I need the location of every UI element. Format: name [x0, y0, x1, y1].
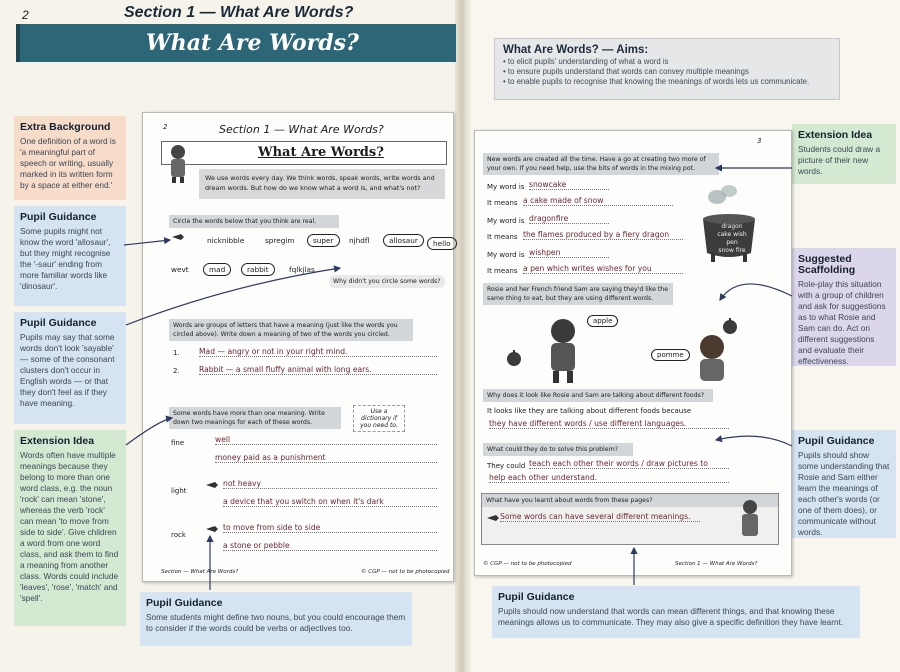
box-heading: Pupil Guidance — [498, 591, 575, 603]
pupil-guidance-box-bottom-left — [140, 592, 412, 646]
prompt-why-different: Why does it look like Rosie and Sam are talking about different foods? — [483, 389, 713, 402]
worksheet-title-box — [161, 141, 447, 165]
answer-field[interactable]: dragonfire — [529, 214, 609, 224]
word-option-circled: rabbit — [241, 263, 275, 276]
answer-prefix: They could — [487, 462, 526, 470]
answer-field[interactable]: a pen which writes wishes for you — [523, 264, 683, 274]
word-option-circled: mad — [203, 263, 231, 276]
pot-word: wish — [733, 231, 747, 238]
word-label: rock — [171, 531, 186, 539]
apple-icon — [505, 349, 523, 367]
box-heading: Suggested Scaffolding — [798, 253, 856, 276]
speech-bubble-apple: apple — [587, 315, 618, 327]
box-text: Students could draw a picture of their new words. — [798, 144, 881, 176]
worksheet-right — [474, 130, 792, 576]
word-option-circled: allosaur — [383, 234, 424, 247]
pencil-icon — [486, 514, 500, 522]
worksheet-section-header: Section 1 — What Are Words? — [219, 123, 384, 136]
answer-field[interactable]: snowcake — [529, 180, 609, 190]
prompt-new-words: New words are created all the time. Have a go at creating two more of your own. If you need help, use the bits of words in the mixing pot. — [483, 153, 719, 175]
answer-field[interactable]: money paid as a punishment — [215, 453, 437, 463]
word-option: nicknibble — [207, 236, 245, 245]
word-option-circled: hello — [427, 237, 457, 250]
word-option: wevt — [171, 265, 189, 274]
pencil-icon — [205, 481, 219, 489]
page-number: 2 — [22, 8, 29, 22]
prompt-groups-of-letters: Words are groups of letters that have a meaning (just like the words you circled above). Write down a meaning of two of the words you circled. — [169, 319, 413, 341]
box-heading: Extra Background — [20, 121, 111, 133]
pupil-guidance-box-1 — [14, 206, 126, 306]
sam-character-icon — [687, 331, 737, 385]
pupil-guidance-box-2 — [14, 312, 126, 424]
box-text: Role-play this situation with a group of children and ask for suggestions as to what Rosie and Sam can do. Act on different suggestions and evaluate their effectiveness. — [798, 279, 886, 366]
word-is-label: My word is — [487, 251, 525, 259]
worksheet-footer: Section 1 — What Are Words? — [675, 561, 758, 567]
word-option: spregim — [265, 236, 295, 245]
answer-field[interactable]: help each other understand. — [489, 473, 729, 483]
worksheet-left — [142, 112, 454, 582]
it-means-label: It means — [487, 267, 518, 275]
aims-item: • to enable pupils to recognise that knowing the meanings of words lets us communicate. — [503, 77, 831, 87]
prompt-circle-words: Circle the words below that you think are real. — [169, 215, 339, 228]
thought-bubble: Why didn't you circle some words? — [329, 275, 445, 288]
word-option-circled: super — [307, 234, 340, 247]
worksheet-title: What Are Words? — [258, 145, 384, 160]
answer-field[interactable]: Rabbit — a small fluffy animal with long ears. — [199, 365, 437, 375]
page-title: What Are Words? — [146, 30, 359, 56]
box-heading: Pupil Guidance — [798, 435, 875, 447]
box-text: Pupils should show some understanding that Rosie and Sam either learn the meanings of each other's words (or one of them does), or communicate without words. — [798, 450, 890, 537]
box-text: Pupils should now understand that words can mean different things, and that knowing these meanings allows us to communicate. They may also give a specific definition they have learnt. — [498, 606, 844, 627]
answer-field[interactable]: a device that you switch on when it's dark — [223, 497, 437, 507]
pot-word: pen — [726, 239, 738, 246]
mixing-pot-words — [707, 223, 757, 255]
word-is-label: My word is — [487, 217, 525, 225]
box-text: Pupils may say that some words don't look 'sayable' — some of the consonant clusters don't occur in English words — or that they don't feel as if they have meaning. — [20, 332, 115, 408]
word-is-label: My word is — [487, 183, 525, 191]
answer-number: 2. — [173, 367, 180, 375]
worksheet-page-number: 3 — [757, 137, 762, 145]
box-heading: Pupil Guidance — [20, 317, 97, 329]
it-means-label: It means — [487, 199, 518, 207]
book-spine — [455, 0, 471, 672]
prompt-multiple-meanings: Some words have more than one meaning. Write down two meanings for each of these words. — [169, 407, 341, 429]
apple-icon — [721, 317, 739, 335]
answer-field[interactable]: a stone or pebble — [223, 541, 437, 551]
title-banner — [16, 24, 456, 62]
character-icon — [167, 143, 189, 183]
answer-prefix: It looks like they are talking about different foods because — [487, 407, 692, 415]
box-heading: Pupil Guidance — [20, 211, 97, 223]
aims-item: • to ensure pupils understand that words can convey multiple meanings — [503, 67, 831, 77]
section-header: Section 1 — What Are Words? — [124, 4, 354, 21]
prompt-learnt: What have you learnt about words from these pages? — [482, 494, 778, 507]
box-heading: Extension Idea — [798, 129, 873, 141]
answer-field[interactable]: not heavy — [223, 479, 437, 489]
learnt-box — [481, 493, 779, 545]
answer-field[interactable]: Some words can have several different meanings. — [500, 512, 700, 522]
answer-field[interactable]: well — [215, 435, 437, 445]
speech-bubble-pomme: pomme — [651, 349, 690, 361]
prompt-rosie-sam: Rosie and her French friend Sam are saying they'd like the same thing to eat, but they are using different words. — [483, 283, 673, 305]
box-text: Some students might define two nouns, but you could encourage them to consider if the words could be verbs or adjectives too. — [146, 612, 406, 633]
answer-field[interactable]: the flames produced by a fiery dragon — [523, 230, 683, 240]
aims-box — [494, 38, 840, 100]
rosie-character-icon — [533, 315, 593, 385]
suggested-scaffolding-box — [792, 248, 896, 366]
answer-field[interactable]: to move from side to side — [223, 523, 437, 533]
pot-word: cake — [717, 231, 732, 238]
word-option: fqlkjlas — [289, 265, 315, 274]
pencil-icon — [171, 233, 185, 241]
box-heading: Extension Idea — [20, 435, 95, 447]
aims-heading: What Are Words? — Aims: — [503, 44, 649, 56]
pupil-guidance-box-right — [792, 430, 896, 538]
answer-field[interactable]: wishpen — [529, 248, 609, 258]
extension-idea-box-right — [792, 124, 896, 184]
answer-number: 1. — [173, 349, 180, 357]
pot-word: fire — [735, 247, 746, 254]
worksheet-intro: We use words every day. We think words, speak words, write words and dream words. But how do we know what a word is, and what's not? — [199, 169, 445, 199]
box-text: Words often have multiple meanings because they belong to more than one word class, e.g. the noun 'rock' can mean 'stone', whereas the verb 'rock' can mean 'to move from side to side'. Give children a word from one word class, and ask them to find a meaning from another class. Words could include 'leaves', 'rose', 'match' and 'spell'. — [20, 450, 119, 603]
it-means-label: It means — [487, 233, 518, 241]
worksheet-footer: © CGP — not to be photocopied — [483, 561, 572, 567]
answer-field[interactable]: a cake made of snow — [523, 196, 673, 206]
pupil-guidance-box-bottom-right — [492, 586, 860, 638]
box-text: Some pupils might not know the word 'allosaur', but they might recognise the '-saur' ending from more familiar words like 'dinosaur'. — [20, 226, 111, 291]
worksheet-footer: Section — What Are Words? — [161, 569, 239, 575]
character-icon — [738, 498, 762, 542]
extra-background-box — [14, 116, 126, 200]
prompt-solve-problem: What could they do to solve this problem? — [483, 443, 633, 456]
word-label: light — [171, 487, 187, 495]
answer-field[interactable]: teach each other their words / draw pictures to — [529, 459, 729, 469]
box-heading: Pupil Guidance — [146, 597, 223, 609]
aims-item: • to elicit pupils' understanding of what a word is — [503, 57, 831, 67]
pencil-icon — [205, 525, 219, 533]
worksheet-page-number: 2 — [163, 123, 168, 131]
worksheet-footer: © CGP — not to be photocopied — [361, 569, 450, 575]
answer-field[interactable]: they have different words / use different languages. — [489, 419, 729, 429]
box-text: One definition of a word is 'a meaningful part of speech or writing, usually marked in its written form by a space at either end.' — [20, 136, 116, 190]
pot-word: dragon — [721, 223, 743, 230]
word-option: njhdfl — [349, 236, 370, 245]
word-label: fine — [171, 439, 185, 447]
extension-idea-box-left — [14, 430, 126, 626]
dictionary-note: Use a dictionary if you need to. — [353, 405, 405, 432]
answer-field[interactable]: Mad — angry or not in your right mind. — [199, 347, 437, 357]
pot-word: snow — [718, 247, 734, 254]
